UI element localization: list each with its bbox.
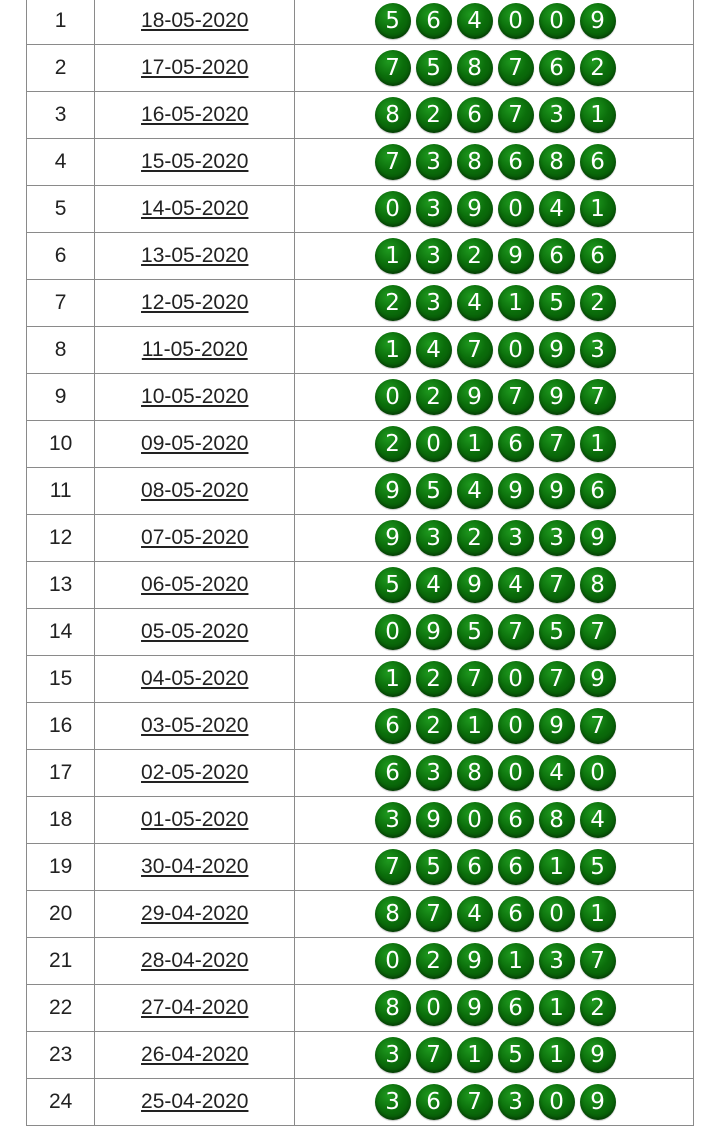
results-table-body [27, 0, 694, 1126]
result-ball: 6 [539, 50, 575, 86]
result-ball: 6 [498, 849, 534, 885]
result-ball: 2 [416, 661, 452, 697]
result-ball: 1 [375, 661, 411, 697]
table-row [27, 1079, 694, 1126]
row-index: 13 [27, 562, 95, 609]
result-balls [295, 379, 693, 415]
result-ball: 0 [375, 191, 411, 227]
date-cell [95, 92, 295, 139]
date-link[interactable]: 15-05-2020 [141, 150, 249, 173]
result-ball: 1 [498, 943, 534, 979]
result-ball: 9 [580, 1084, 616, 1120]
result-digits-cell [295, 515, 694, 562]
row-index: 15 [27, 656, 95, 703]
date-cell [95, 233, 295, 280]
result-ball: 3 [416, 191, 452, 227]
date-cell [95, 1079, 295, 1126]
table-row [27, 750, 694, 797]
table-row [27, 515, 694, 562]
date-link[interactable]: 12-05-2020 [141, 291, 249, 314]
result-balls [295, 1084, 693, 1120]
date-cell [95, 327, 295, 374]
result-balls [295, 238, 693, 274]
result-ball: 6 [498, 896, 534, 932]
table-row [27, 938, 694, 985]
date-link[interactable]: 27-04-2020 [141, 996, 249, 1019]
result-ball: 2 [375, 285, 411, 321]
table-row [27, 844, 694, 891]
row-index: 11 [27, 468, 95, 515]
table-row [27, 656, 694, 703]
date-link[interactable]: 08-05-2020 [141, 479, 249, 502]
result-balls [295, 191, 693, 227]
result-ball: 3 [416, 285, 452, 321]
result-ball: 2 [416, 97, 452, 133]
date-link[interactable]: 07-05-2020 [141, 526, 249, 549]
table-row [27, 374, 694, 421]
result-digits-cell [295, 891, 694, 938]
table-row [27, 891, 694, 938]
result-digits-cell [295, 327, 694, 374]
date-link[interactable]: 05-05-2020 [141, 620, 249, 643]
date-cell [95, 374, 295, 421]
date-link[interactable]: 28-04-2020 [141, 949, 249, 972]
date-cell [95, 609, 295, 656]
result-ball: 6 [580, 238, 616, 274]
date-link[interactable]: 06-05-2020 [141, 573, 249, 596]
result-ball: 5 [375, 567, 411, 603]
result-ball: 0 [580, 755, 616, 791]
result-ball: 1 [457, 1037, 493, 1073]
result-ball: 7 [416, 1037, 452, 1073]
result-balls [295, 943, 693, 979]
result-ball: 0 [375, 379, 411, 415]
row-index: 7 [27, 280, 95, 327]
row-index: 17 [27, 750, 95, 797]
table-row [27, 186, 694, 233]
result-ball: 5 [539, 614, 575, 650]
row-index: 18 [27, 797, 95, 844]
result-ball: 2 [580, 285, 616, 321]
result-ball: 6 [375, 755, 411, 791]
result-ball: 2 [580, 50, 616, 86]
result-ball: 5 [416, 50, 452, 86]
result-ball: 1 [580, 426, 616, 462]
table-row [27, 985, 694, 1032]
result-ball: 8 [539, 802, 575, 838]
result-ball: 2 [416, 708, 452, 744]
result-balls [295, 97, 693, 133]
result-ball: 0 [375, 614, 411, 650]
result-ball: 8 [580, 567, 616, 603]
result-ball: 5 [375, 3, 411, 39]
result-ball: 3 [375, 1037, 411, 1073]
date-link[interactable]: 29-04-2020 [141, 902, 249, 925]
date-cell [95, 656, 295, 703]
row-index: 8 [27, 327, 95, 374]
row-index: 16 [27, 703, 95, 750]
result-ball: 9 [498, 473, 534, 509]
date-link[interactable]: 16-05-2020 [141, 103, 249, 126]
result-ball: 9 [580, 520, 616, 556]
result-balls [295, 755, 693, 791]
date-link[interactable]: 02-05-2020 [141, 761, 249, 784]
row-index: 20 [27, 891, 95, 938]
result-ball: 2 [416, 943, 452, 979]
result-ball: 7 [580, 943, 616, 979]
result-balls [295, 426, 693, 462]
result-digits-cell [295, 0, 694, 45]
result-ball: 1 [580, 97, 616, 133]
result-ball: 6 [498, 802, 534, 838]
result-digits-cell [295, 139, 694, 186]
result-ball: 9 [457, 990, 493, 1026]
result-ball: 4 [416, 332, 452, 368]
result-ball: 6 [580, 144, 616, 180]
date-link[interactable]: 09-05-2020 [141, 432, 249, 455]
result-balls [295, 473, 693, 509]
row-index: 12 [27, 515, 95, 562]
result-balls [295, 990, 693, 1026]
result-digits-cell [295, 45, 694, 92]
result-digits-cell [295, 703, 694, 750]
result-ball: 9 [539, 332, 575, 368]
date-link[interactable]: 01-05-2020 [141, 808, 249, 831]
result-ball: 0 [498, 661, 534, 697]
result-ball: 1 [375, 332, 411, 368]
table-row [27, 45, 694, 92]
result-ball: 1 [375, 238, 411, 274]
row-index: 23 [27, 1032, 95, 1079]
result-balls [295, 802, 693, 838]
result-ball: 6 [580, 473, 616, 509]
result-balls [295, 144, 693, 180]
result-digits-cell [295, 92, 694, 139]
result-ball: 5 [416, 473, 452, 509]
result-ball: 4 [457, 473, 493, 509]
date-cell [95, 891, 295, 938]
result-ball: 6 [498, 426, 534, 462]
result-digits-cell [295, 468, 694, 515]
result-digits-cell [295, 609, 694, 656]
table-row [27, 562, 694, 609]
result-ball: 1 [539, 990, 575, 1026]
row-index: 21 [27, 938, 95, 985]
result-ball: 3 [539, 520, 575, 556]
date-cell [95, 45, 295, 92]
result-ball: 4 [416, 567, 452, 603]
result-ball: 9 [580, 1037, 616, 1073]
result-digits-cell [295, 280, 694, 327]
result-ball: 7 [580, 379, 616, 415]
date-cell [95, 703, 295, 750]
result-balls [295, 1037, 693, 1073]
row-index: 9 [27, 374, 95, 421]
row-index: 4 [27, 139, 95, 186]
result-ball: 9 [498, 238, 534, 274]
result-ball: 0 [498, 755, 534, 791]
result-ball: 4 [457, 285, 493, 321]
row-index: 1 [27, 0, 95, 45]
result-digits-cell [295, 985, 694, 1032]
result-ball: 9 [416, 802, 452, 838]
result-ball: 3 [580, 332, 616, 368]
date-link[interactable]: 04-05-2020 [141, 667, 249, 690]
result-ball: 1 [580, 896, 616, 932]
date-link[interactable]: 17-05-2020 [141, 56, 249, 79]
date-link[interactable]: 18-05-2020 [141, 9, 249, 32]
result-ball: 7 [457, 1084, 493, 1120]
result-digits-cell [295, 374, 694, 421]
result-ball: 7 [457, 332, 493, 368]
result-ball: 0 [498, 332, 534, 368]
date-link[interactable]: 14-05-2020 [141, 197, 249, 220]
row-index: 19 [27, 844, 95, 891]
table-row [27, 421, 694, 468]
result-ball: 0 [539, 3, 575, 39]
result-ball: 6 [539, 238, 575, 274]
result-ball: 0 [539, 1084, 575, 1120]
result-ball: 5 [457, 614, 493, 650]
date-cell [95, 139, 295, 186]
result-ball: 3 [375, 1084, 411, 1120]
result-ball: 7 [375, 50, 411, 86]
result-ball: 7 [539, 661, 575, 697]
result-ball: 6 [375, 708, 411, 744]
result-ball: 2 [580, 990, 616, 1026]
result-balls [295, 567, 693, 603]
result-digits-cell [295, 233, 694, 280]
table-row [27, 1032, 694, 1079]
table-row [27, 139, 694, 186]
result-ball: 7 [539, 426, 575, 462]
result-ball: 8 [457, 144, 493, 180]
result-ball: 7 [498, 97, 534, 133]
result-ball: 3 [416, 520, 452, 556]
result-ball: 8 [375, 990, 411, 1026]
result-balls [295, 708, 693, 744]
result-ball: 5 [498, 1037, 534, 1073]
result-digits-cell [295, 562, 694, 609]
result-ball: 0 [416, 426, 452, 462]
result-ball: 8 [375, 97, 411, 133]
date-link[interactable]: 10-05-2020 [141, 385, 249, 408]
result-ball: 7 [539, 567, 575, 603]
result-ball: 3 [539, 943, 575, 979]
date-cell [95, 562, 295, 609]
result-ball: 9 [457, 943, 493, 979]
date-cell [95, 468, 295, 515]
result-ball: 9 [457, 191, 493, 227]
date-cell [95, 421, 295, 468]
date-link[interactable]: 30-04-2020 [141, 855, 249, 878]
result-ball: 1 [539, 1037, 575, 1073]
table-row [27, 233, 694, 280]
result-ball: 1 [539, 849, 575, 885]
result-ball: 7 [580, 614, 616, 650]
result-ball: 9 [375, 520, 411, 556]
result-ball: 4 [539, 755, 575, 791]
date-link[interactable]: 26-04-2020 [141, 1043, 249, 1066]
table-row [27, 327, 694, 374]
result-ball: 9 [457, 567, 493, 603]
result-ball: 6 [416, 3, 452, 39]
date-link[interactable]: 03-05-2020 [141, 714, 249, 737]
table-row [27, 468, 694, 515]
result-digits-cell [295, 844, 694, 891]
result-ball: 7 [416, 896, 452, 932]
result-ball: 1 [498, 285, 534, 321]
date-cell [95, 0, 295, 45]
result-ball: 0 [416, 990, 452, 1026]
result-digits-cell [295, 750, 694, 797]
table-row [27, 0, 694, 45]
date-cell [95, 797, 295, 844]
result-balls [295, 849, 693, 885]
row-index: 10 [27, 421, 95, 468]
row-index: 5 [27, 186, 95, 233]
result-balls [295, 332, 693, 368]
result-ball: 7 [498, 614, 534, 650]
date-cell [95, 186, 295, 233]
result-ball: 9 [375, 473, 411, 509]
result-ball: 3 [416, 238, 452, 274]
result-ball: 5 [416, 849, 452, 885]
result-ball: 2 [457, 520, 493, 556]
date-cell [95, 985, 295, 1032]
result-ball: 6 [416, 1084, 452, 1120]
table-row [27, 797, 694, 844]
result-ball: 5 [580, 849, 616, 885]
result-ball: 9 [539, 379, 575, 415]
result-digits-cell [295, 186, 694, 233]
result-ball: 6 [498, 144, 534, 180]
row-index: 6 [27, 233, 95, 280]
result-balls [295, 896, 693, 932]
result-ball: 9 [539, 708, 575, 744]
result-digits-cell [295, 1079, 694, 1126]
result-ball: 7 [375, 849, 411, 885]
result-ball: 1 [457, 708, 493, 744]
result-ball: 2 [457, 238, 493, 274]
result-ball: 3 [539, 97, 575, 133]
result-ball: 4 [457, 3, 493, 39]
result-ball: 9 [580, 3, 616, 39]
result-ball: 3 [498, 1084, 534, 1120]
date-cell [95, 938, 295, 985]
result-ball: 0 [375, 943, 411, 979]
result-ball: 2 [416, 379, 452, 415]
result-ball: 6 [498, 990, 534, 1026]
result-digits-cell [295, 797, 694, 844]
row-index: 3 [27, 92, 95, 139]
result-ball: 0 [498, 191, 534, 227]
result-ball: 8 [457, 755, 493, 791]
result-balls [295, 661, 693, 697]
result-ball: 3 [375, 802, 411, 838]
table-row [27, 280, 694, 327]
table-row [27, 609, 694, 656]
result-ball: 8 [457, 50, 493, 86]
result-ball: 7 [457, 661, 493, 697]
result-ball: 9 [580, 661, 616, 697]
result-ball: 4 [498, 567, 534, 603]
result-balls [295, 285, 693, 321]
date-cell [95, 280, 295, 327]
result-digits-cell [295, 938, 694, 985]
row-index: 22 [27, 985, 95, 1032]
result-ball: 4 [457, 896, 493, 932]
table-row [27, 703, 694, 750]
result-ball: 5 [539, 285, 575, 321]
result-ball: 4 [539, 191, 575, 227]
result-ball: 2 [375, 426, 411, 462]
result-ball: 8 [375, 896, 411, 932]
result-ball: 6 [457, 849, 493, 885]
result-ball: 1 [457, 426, 493, 462]
result-balls [295, 614, 693, 650]
result-ball: 9 [457, 379, 493, 415]
date-link[interactable]: 25-04-2020 [141, 1090, 249, 1113]
result-ball: 9 [539, 473, 575, 509]
result-ball: 7 [580, 708, 616, 744]
row-index: 24 [27, 1079, 95, 1126]
results-table [26, 0, 694, 1126]
result-balls [295, 3, 693, 39]
date-cell [95, 1032, 295, 1079]
result-ball: 7 [498, 50, 534, 86]
result-ball: 7 [375, 144, 411, 180]
result-ball: 3 [498, 520, 534, 556]
date-link[interactable]: 11-05-2020 [141, 338, 248, 361]
result-ball: 0 [498, 3, 534, 39]
date-cell [95, 750, 295, 797]
table-row [27, 92, 694, 139]
result-ball: 0 [539, 896, 575, 932]
result-balls [295, 520, 693, 556]
result-ball: 3 [416, 144, 452, 180]
result-ball: 0 [457, 802, 493, 838]
date-link[interactable]: 13-05-2020 [141, 244, 249, 267]
result-ball: 0 [498, 708, 534, 744]
result-ball: 6 [457, 97, 493, 133]
result-ball: 1 [580, 191, 616, 227]
result-digits-cell [295, 656, 694, 703]
result-ball: 3 [416, 755, 452, 791]
result-digits-cell [295, 421, 694, 468]
date-cell [95, 515, 295, 562]
row-index: 14 [27, 609, 95, 656]
date-cell [95, 844, 295, 891]
result-digits-cell [295, 1032, 694, 1079]
result-ball: 4 [580, 802, 616, 838]
result-ball: 7 [498, 379, 534, 415]
result-ball: 9 [416, 614, 452, 650]
result-balls [295, 50, 693, 86]
result-ball: 8 [539, 144, 575, 180]
row-index: 2 [27, 45, 95, 92]
